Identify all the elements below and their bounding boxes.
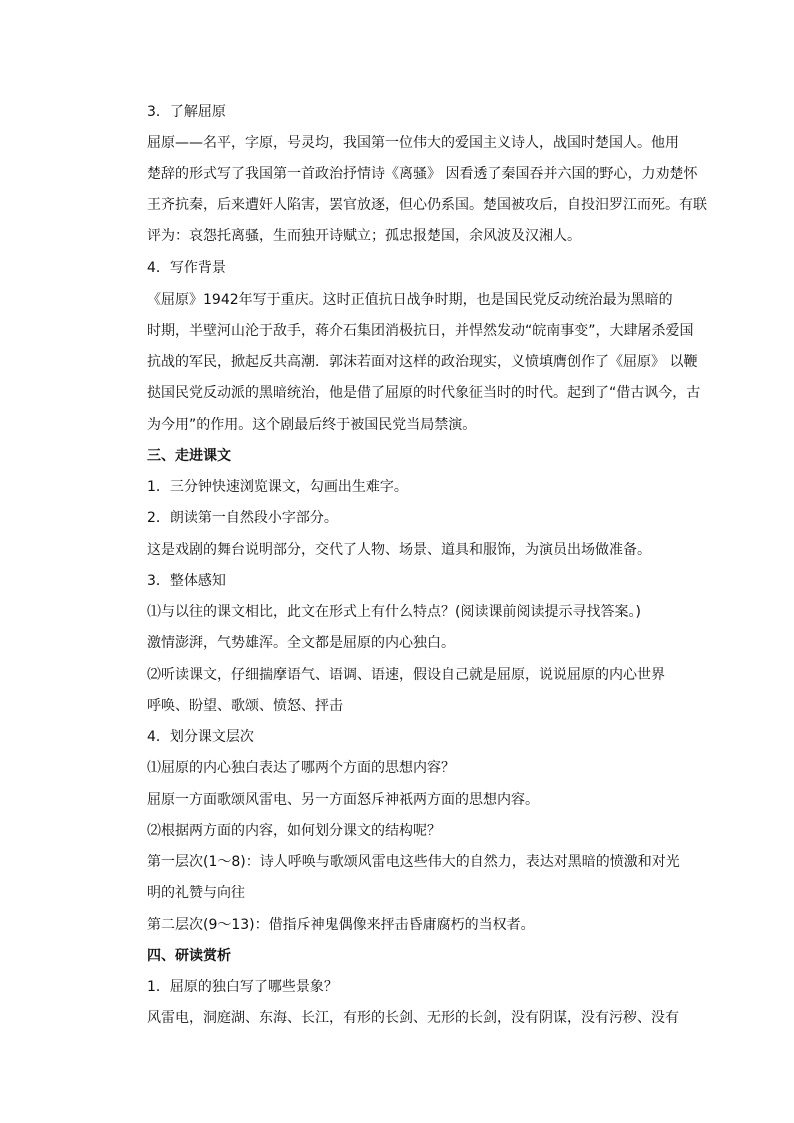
question-line: ⑵听读课文，仔细揣摩语气、语调、语速，假设自己就是屈原，说说屈原的内心世界: [147, 667, 665, 683]
answer-line: 风雷电，洞庭湖、东海、长江，有形的长剑、无形的长剑，没有阴谋，没有污秽、没有: [147, 1010, 679, 1026]
paragraph-line: 《屈原》1942年写于重庆。这时正值抗日战争时期，也是国民党反动统治最为黑暗的: [147, 292, 673, 308]
chapter-three-heading: 三、走进课文: [147, 448, 231, 464]
paragraph-line: 为今用”的作用。这个剧最后终于被国民党当局禁演。: [147, 417, 477, 433]
section-4-heading: 4．写作背景: [147, 260, 226, 276]
answer-line: 激情澎湃，气势雄浑。全文都是屈原的内心独白。: [147, 635, 455, 651]
answer-line: 屈原一方面歌颂风雷电、另一方面怒斥神祇两方面的思想内容。: [147, 792, 539, 808]
list-item: 3．整体感知: [147, 573, 226, 589]
answer-line: 第一层次(1～8)：诗人呼唤与歌颂风雷电这些伟大的自然力，表达对黑暗的愤激和对光: [147, 854, 680, 870]
chapter-four-heading: 四、研读赏析: [147, 948, 231, 964]
paragraph-line: 评为：哀怨托离骚，生而独开诗赋立；孤忠报楚国，余风波及汉湘人。: [147, 228, 581, 244]
paragraph-line: 屈原——名平，字原，号灵均，我国第一位伟大的爱国主义诗人，战国时楚国人。他用: [147, 135, 679, 151]
question-line: 1．屈原的独白写了哪些景象？: [147, 979, 338, 995]
paragraph-line: 楚辞的形式写了我国第一首政治抒情诗《离骚》 因看透了秦国吞并六国的野心，力劝楚怀: [147, 166, 698, 182]
question-line: ⑴屈原的内心独白表达了哪两个方面的思想内容？: [147, 760, 455, 776]
list-item: 2．朗读第一自然段小字部分。: [147, 510, 338, 526]
list-item: 4．划分课文层次: [147, 729, 254, 745]
paragraph-line: 这是戏剧的舞台说明部分，交代了人物、场景、道具和服饰，为演员出场做准备。: [147, 542, 651, 558]
answer-line: 呼唤、盼望、歌颂、愤怒、抨击: [147, 698, 343, 714]
section-3-heading: 3．了解屈原: [147, 104, 226, 120]
answer-line: 明的礼赞与向往: [147, 885, 245, 901]
paragraph-line: 挞国民党反动派的黑暗统治，他是借了屈原的时代象征当时的时代。起到了“借古讽今，古: [147, 385, 701, 401]
answer-line: 第二层次(9～13)：借指斥神鬼偶像来抨击昏庸腐朽的当权者。: [147, 917, 535, 933]
list-item: 1．三分钟快速浏览课文，勾画出生难字。: [147, 479, 408, 495]
question-line: ⑴与以往的课文相比，此文在形式上有什么特点？(阅读课前阅读提示寻找答案。): [147, 604, 641, 620]
paragraph-line: 时期，半壁河山沦于敌手，蒋介石集团消极抗日，并悍然发动“皖南事变”，大肆屠杀爱国: [147, 323, 694, 339]
paragraph-line: 抗战的军民，掀起反共高潮．郭沫若面对这样的政治现实，义愤填膺创作了《屈原》 以鞭: [147, 354, 698, 370]
paragraph-line: 王齐抗秦，后来遭奸人陷害，罢官放逐，但心仍系国。楚国被攻后，自投汨罗江而死。有联: [147, 197, 707, 213]
question-line: ⑵根据两方面的内容，如何划分课文的结构呢？: [147, 823, 441, 839]
